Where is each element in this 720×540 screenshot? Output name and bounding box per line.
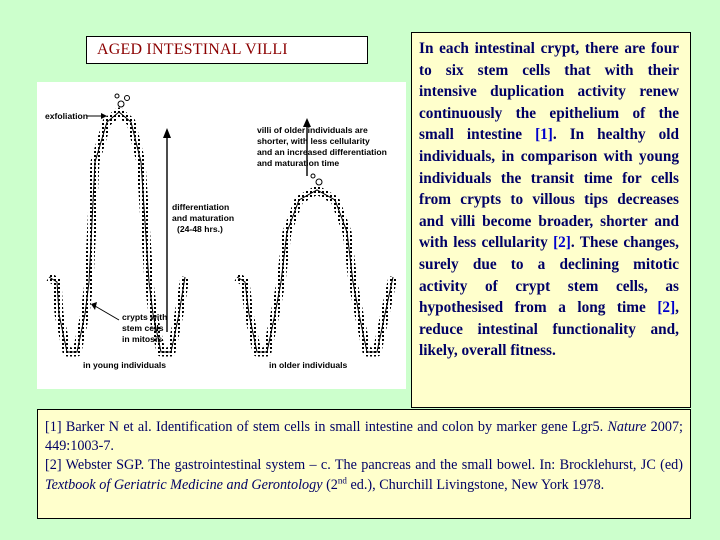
ref1-text: [1] Barker N et al. Identification of stem cells in small intestine and colon by marker gene Lgr5.	[45, 419, 608, 435]
label-exfoliation: exfoliation	[45, 111, 88, 121]
ref-link-3[interactable]: [2]	[657, 299, 676, 317]
references-box	[37, 409, 691, 519]
villi-figure	[37, 82, 406, 389]
ref2-edition: (2	[322, 476, 338, 493]
caption-young: in young individuals	[83, 360, 167, 370]
label-differentiation-2: and maturation	[172, 213, 235, 223]
caption-older: in older individuals	[269, 360, 348, 370]
ref-link-1[interactable]: [1]	[535, 126, 553, 144]
label-older-note-4: and maturation time	[257, 158, 340, 168]
reference-1	[45, 418, 683, 456]
label-crypts-3: in mitosis	[122, 334, 163, 344]
ref2-text: [2] Webster SGP. The gastrointestinal system – c. The pancreas and the small bowel. In: Brocklehurst, JC (ed)	[45, 457, 683, 474]
crypt-arrow	[95, 306, 119, 320]
ref2-publisher: ed.), Churchill Livingstone, New York 1978.	[346, 476, 605, 493]
older-villus	[237, 174, 393, 352]
ref1-details: 2007; 449:1003-7.	[45, 419, 683, 455]
reference-2	[45, 456, 683, 494]
label-older-note-2: shorter, with less cellularity	[257, 136, 370, 146]
label-differentiation-3: (24-48 hrs.)	[177, 224, 223, 234]
label-crypts-2: stem cells	[122, 323, 164, 333]
label-crypts-1: crypts with	[122, 312, 168, 322]
ref-link-2[interactable]: [2]	[553, 234, 571, 252]
label-older-note-1: villi of older individuals are	[257, 125, 368, 135]
label-older-note-3: and an increased differentiation	[257, 147, 387, 157]
main-text-part1: In each intestinal crypt, there are four to six stem cells that with their intensive duplication activity renew continuously the epithelium of the small intestine	[419, 40, 679, 144]
label-differentiation-1: differentiation	[172, 202, 230, 212]
main-text-part2: . In healthy old individuals, in comparison with young individuals the transit time for cells from crypts to villous tips decreases and villi become broader, shorter and with less cellularity	[419, 126, 680, 252]
main-text-box	[411, 32, 691, 408]
villi-diagram	[37, 82, 406, 389]
main-text-part3: . These changes, surely due to a declining mitotic activity of crypt stem cells, as hypothesised from a long time	[419, 234, 679, 317]
ref2-book: Textbook of Geriatric Medicine and Gerontology	[45, 476, 323, 493]
slide-title: AGED INTESTINAL VILLI	[86, 36, 368, 64]
main-text-part4: , reduce intestinal functionality and, likely, overall fitness.	[419, 299, 679, 360]
ref2-edition-sup: nd	[337, 474, 347, 485]
ref1-journal: Nature	[607, 419, 647, 435]
